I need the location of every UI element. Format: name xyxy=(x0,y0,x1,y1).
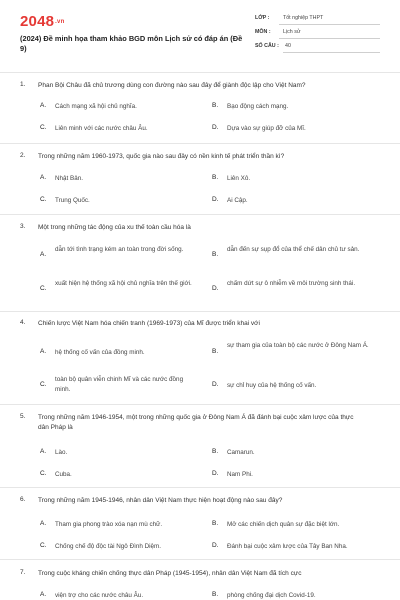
option-text: xuất hiện hệ thống xã hội chủ nghĩa trên thế giới. xyxy=(55,280,192,287)
question-divider xyxy=(0,404,400,405)
question-divider xyxy=(0,311,400,312)
option-letter: D. xyxy=(212,285,219,292)
question-text: Trong những năm 1960-1973, quốc gia nào sau đây có nền kinh tế phát triển thần kì? xyxy=(38,153,285,160)
header-divider xyxy=(0,72,400,73)
option-text: Liên minh với các nước châu Âu. xyxy=(55,125,148,132)
question-text: Trong những năm 1946-1954, một trong những quốc gia ở Đông Nam Á đã đánh bại cuộc xâm lược của thực dân Pháp là xyxy=(38,414,354,431)
meta-underline xyxy=(283,52,380,53)
question-divider xyxy=(0,559,400,560)
option-text: Đánh bại cuộc xâm lược của Tây Ban Nha. xyxy=(227,543,348,550)
option-letter: D. xyxy=(212,470,219,477)
option-letter: D. xyxy=(212,542,219,549)
option-text: viện trợ cho các nước châu Âu. xyxy=(55,592,144,599)
option-letter: B. xyxy=(212,448,219,455)
logo-suffix: .vn xyxy=(55,19,65,26)
logo-text: 2048 xyxy=(20,13,55,30)
option-letter: C. xyxy=(40,381,47,388)
option-letter: A. xyxy=(40,174,47,181)
meta-value: 40 xyxy=(285,43,291,49)
question-text: Trong cuộc kháng chiến chống thực dân Pháp (1945-1954), nhân dân Việt Nam đã tích cực xyxy=(38,570,302,577)
option-letter: C. xyxy=(40,470,47,477)
document-title: (2024) Đề minh họa tham khảo BGD môn Lịch sử có đáp án (Đề 9) xyxy=(20,34,243,53)
meta-label: LỚP : xyxy=(255,15,270,21)
question-number: 2. xyxy=(20,152,26,159)
question-text: Trong những năm 1945-1946, nhân dân Việt Nam thực hiện hoạt động nào sau đây? xyxy=(38,497,283,504)
meta-value: Lịch sử xyxy=(283,29,301,35)
meta-row-subject xyxy=(255,29,380,43)
question-number: 3. xyxy=(20,223,26,230)
option-text: Dựa vào sự giúp đỡ của Mĩ. xyxy=(227,125,306,132)
option-letter: B. xyxy=(212,520,219,527)
option-text: Chống chế độ độc tài Ngô Đình Diệm. xyxy=(55,543,162,550)
option-letter: A. xyxy=(40,448,47,455)
option-text: Nhật Bản. xyxy=(55,175,84,182)
option-text: sự tham gia của toàn bộ các nước ở Đông Nam Á. xyxy=(227,342,369,349)
option-text: dẫn tới tình trạng kém an toàn trong đời sống. xyxy=(55,246,184,253)
option-letter: D. xyxy=(212,124,219,131)
option-text: hệ thống cố vấn của đồng minh. xyxy=(55,349,145,356)
question-number: 1. xyxy=(20,81,26,88)
option-letter: C. xyxy=(40,542,47,549)
meta-row-count xyxy=(255,43,380,57)
option-letter: A. xyxy=(40,348,47,355)
option-text: toàn bộ quân viễn chinh Mĩ và các nước đồng minh. xyxy=(55,376,184,393)
option-letter: B. xyxy=(212,251,219,258)
meta-underline xyxy=(279,24,380,25)
meta-value: Tốt nghiệp THPT xyxy=(283,15,324,21)
question-divider xyxy=(0,214,400,215)
option-text: Cách mạng xã hội chủ nghĩa. xyxy=(55,103,137,110)
option-text: chấm dứt sự ô nhiễm về môi trường sinh thái. xyxy=(227,280,356,287)
option-letter: A. xyxy=(40,251,47,258)
page-header xyxy=(0,0,400,70)
option-letter: A. xyxy=(40,591,47,598)
option-letter: B. xyxy=(212,102,219,109)
question-text: Một trong những tác động của xu thế toàn cầu hóa là xyxy=(38,224,191,231)
question-number: 5. xyxy=(20,413,26,420)
option-letter: D. xyxy=(212,196,219,203)
option-text: Mở các chiến dịch quân sự đặc biệt lớn. xyxy=(227,521,340,528)
option-text: phòng chống đại dịch Covid-19. xyxy=(227,592,316,599)
option-letter: D. xyxy=(212,381,219,388)
option-letter: A. xyxy=(40,102,47,109)
document-meta xyxy=(255,15,380,57)
meta-label: SỐ CÂU : xyxy=(255,43,279,49)
meta-underline xyxy=(279,38,380,39)
option-text: Lào. xyxy=(55,449,68,456)
meta-label: MÔN : xyxy=(255,29,271,35)
question-divider xyxy=(0,143,400,144)
option-text: Bạo động cách mạng. xyxy=(227,103,289,110)
question-number: 6. xyxy=(20,496,26,503)
question-text: Chiến lược Việt Nam hóa chiến tranh (1969-1973) của Mĩ được triển khai với xyxy=(38,320,260,327)
option-letter: B. xyxy=(212,174,219,181)
question-number: 4. xyxy=(20,319,26,326)
option-letter: C. xyxy=(40,124,47,131)
option-text: Trung Quốc. xyxy=(55,197,90,204)
option-text: Ai Cập. xyxy=(227,197,248,204)
question-text: Phan Bội Châu đã chủ trương dùng con đường nào sau đây để giành độc lập cho Việt Nam? xyxy=(38,82,306,89)
question-divider xyxy=(0,487,400,488)
option-text: Cuba. xyxy=(55,471,72,478)
site-logo[interactable] xyxy=(20,13,64,30)
option-text: sự chỉ huy của hệ thống cố vấn. xyxy=(227,382,317,389)
option-text: Tham gia phong trào xóa nạn mù chữ. xyxy=(55,521,163,528)
option-text: Nam Phi. xyxy=(227,471,253,478)
option-letter: A. xyxy=(40,520,47,527)
option-text: Liên Xô. xyxy=(227,175,251,182)
option-letter: C. xyxy=(40,196,47,203)
option-text: Camarun. xyxy=(227,449,255,456)
meta-row-class xyxy=(255,15,380,29)
option-text: dẫn đến sự sụp đổ của thể chế dân chủ tư sản. xyxy=(227,246,360,253)
question-number: 7. xyxy=(20,569,26,576)
option-letter: B. xyxy=(212,348,219,355)
option-letter: C. xyxy=(40,285,47,292)
option-letter: B. xyxy=(212,591,219,598)
